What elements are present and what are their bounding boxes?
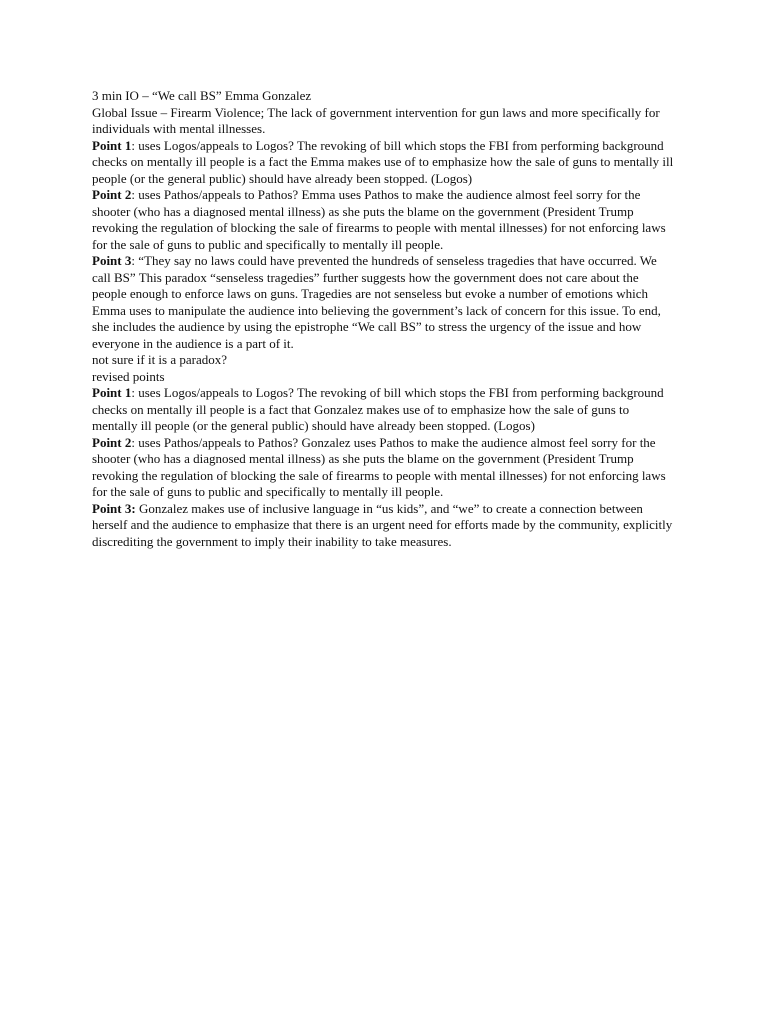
point-1-label: Point 1 xyxy=(92,137,132,153)
point-3-paragraph xyxy=(92,253,674,352)
revised-point-3-paragraph xyxy=(92,501,674,551)
document-title: 3 min IO – “We call BS” Emma Gonzalez xyxy=(92,88,312,103)
revised-point-1-label: Point 1 xyxy=(92,385,132,400)
revised-point-1-paragraph xyxy=(92,385,674,435)
point-2-label: Point 2 xyxy=(92,187,132,202)
revised-point-2-paragraph xyxy=(92,435,674,501)
revised-point-1-text: : uses Logos/appeals to Logos? The revoking of bill which stops the FBI from performing background checks on mentally ill people is a fact that Gonzalez makes use of to emphasize how the sale of guns to mentally ill people (or the general public) should have already been stopped. (Logos) xyxy=(92,385,664,433)
point-3-text: : “They say no laws could have prevented the hundreds of senseless tragedies that have occurred. We call BS” This paradox “senseless tragedies” further suggests how the government does not care about the people enough to enforce laws on guns. Tragedies are not senseless but evoke a number of emotions which Emma uses to manipulate the audience into believing the government’s lack of concern for this issue. To end, she includes the audience by using the epistrophe “We call BS” to stress the urgency of the issue and how everyone in the audience is a part of it. xyxy=(92,253,661,351)
revised-points-heading: revised points xyxy=(92,368,165,384)
global-issue-paragraph: Global Issue – Firearm Violence; The lack of government intervention for gun laws and more specifically for individuals with mental illnesses. xyxy=(92,104,660,136)
point-1-text: : uses Logos/appeals to Logos? The revoking of bill which stops the FBI from performing background checks on mentally ill people is a fact the Emma makes use of to emphasize how the sale of guns to mentally ill people (or the general public) should have already been stopped. (Logos) xyxy=(92,137,674,186)
revised-point-3-text: Gonzalez makes use of inclusive language in “us kids”, and “we” to create a connection between herself and the audience to emphasize that there is an urgent need for efforts made by the community, explicitly discrediting the government to imply their inability to take measures. xyxy=(92,500,673,549)
revised-point-2-label: Point 2 xyxy=(92,434,132,450)
point-2-paragraph xyxy=(92,187,674,253)
revised-point-3-label: Point 3: xyxy=(92,500,136,516)
paradox-note: not sure if it is a paradox? xyxy=(92,352,228,367)
revised-point-2-text: : uses Pathos/appeals to Pathos? Gonzalez uses Pathos to make the audience almost feel sorry for the shooter (who has a diagnosed mental illness) as she puts the blame on the government (President Trump revoking the regulation of blocking the sale of firearms to people with mental illnesses) for not enforcing laws for the sale of guns to public and specifically to mentally ill people. xyxy=(92,434,666,499)
document-page xyxy=(92,88,674,550)
point-3-label: Point 3 xyxy=(92,253,132,268)
point-1-paragraph xyxy=(92,138,674,188)
point-2-text: : uses Pathos/appeals to Pathos? Emma uses Pathos to make the audience almost feel sorry for the shooter (who has a diagnosed mental illness) as she puts the blame on the government (President Trump revoking the regulation of blocking the sale of firearms to people with mental illnesses) for not enforcing laws for the sale of guns to public and specifically to mentally ill people. xyxy=(92,187,666,252)
